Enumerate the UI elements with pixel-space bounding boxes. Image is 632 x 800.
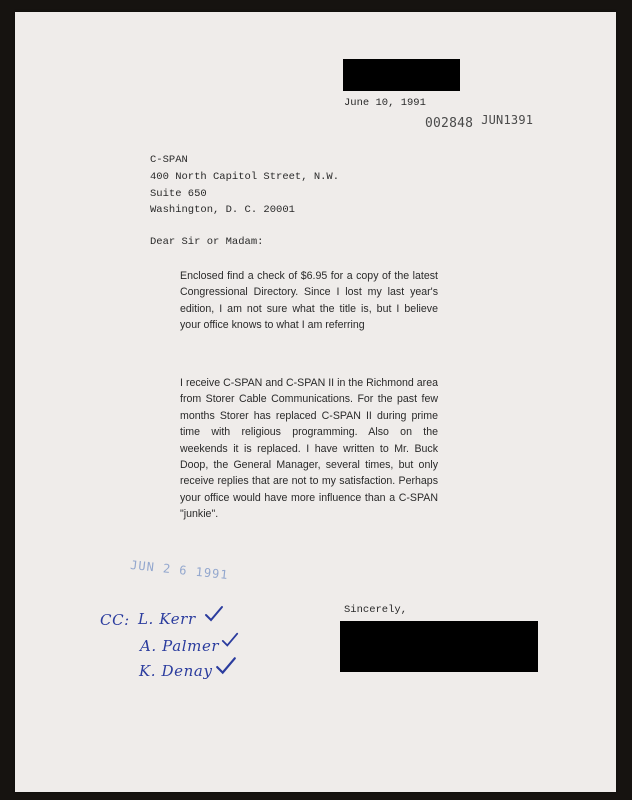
- cc-label: CC:: [100, 611, 130, 629]
- recipient-line-2: 400 North Capitol Street, N.W.: [150, 171, 340, 183]
- paragraph-1: [150, 268, 438, 334]
- checkmark-icon: [221, 631, 239, 649]
- recipient-line-1: C-SPAN: [150, 154, 188, 166]
- tracking-date: JUN1391: [481, 113, 534, 127]
- cc-name-1: L. Kerr: [138, 610, 196, 628]
- redacted-signature-block: [340, 621, 538, 672]
- tracking-number: 002848: [425, 116, 474, 131]
- recipient-line-4: Washington, D. C. 20001: [150, 204, 295, 216]
- checkmark-icon: [215, 656, 237, 676]
- cc-name-3: K. Denay: [139, 662, 213, 680]
- closing: Sincerely,: [344, 604, 408, 616]
- received-date-stamp: JUN 2 6 1991: [129, 557, 230, 583]
- paragraph-2: [150, 375, 438, 523]
- checkmark-icon: [204, 605, 224, 623]
- letter-date: June 10, 1991: [344, 97, 426, 109]
- paragraph-2-text: I receive C-SPAN and C-SPAN II in the Richmond area from Storer Cable Communications. For the past few months Storer has replaced C-SPAN II during prime time with religious programming. Also on the weekends it is replaced. I have written to Mr. Buck Doop, the General Manager, several times, but only receive replies that are not to my satisfaction. Perhaps your office would have more influence than a C-SPAN "junkie".: [180, 377, 438, 521]
- recipient-line-3: Suite 650: [150, 188, 207, 200]
- tracking-stamp: [425, 113, 534, 131]
- salutation: Dear Sir or Madam:: [150, 236, 264, 248]
- cc-name-2: A. Palmer: [140, 637, 220, 655]
- paragraph-1-text: Enclosed find a check of $6.95 for a copy of the latest Congressional Directory. Since I lost my last year's edition, I am not sure what the title is, but I believe your office knows to what I am referring: [180, 270, 438, 332]
- redacted-sender-block: [343, 59, 460, 91]
